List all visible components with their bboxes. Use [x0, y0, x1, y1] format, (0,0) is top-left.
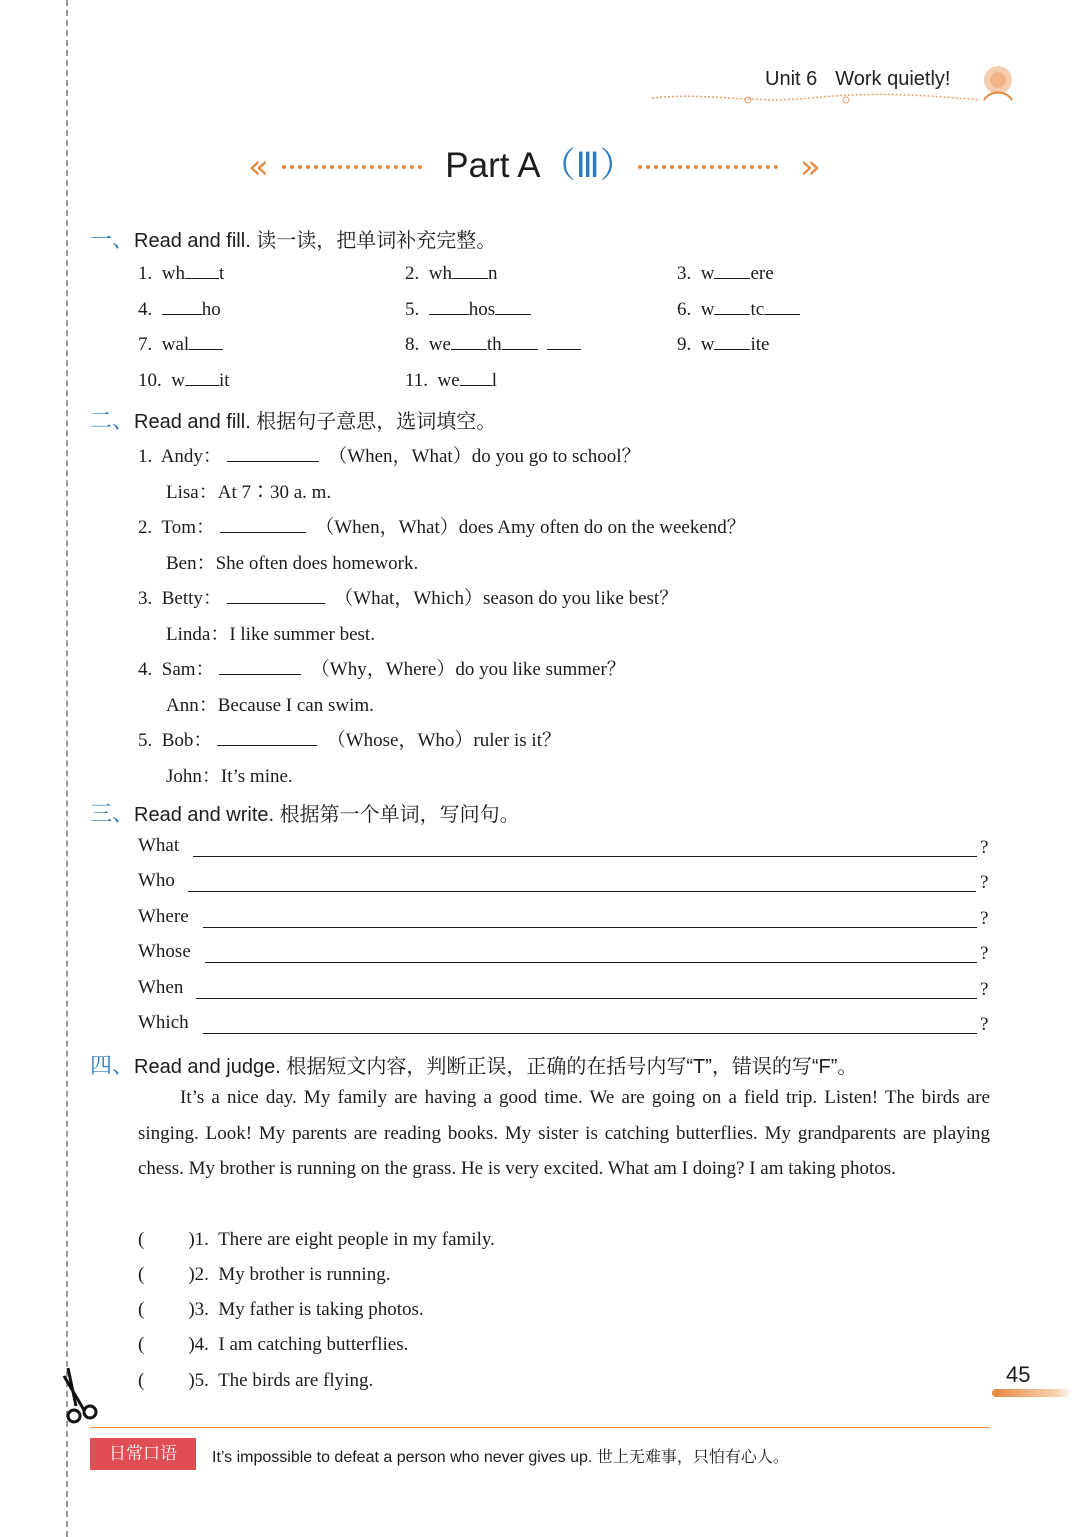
right-chevron-icon: » — [800, 147, 821, 187]
section-title: Read and fill. 读一读，把单词补充完整。 — [134, 230, 497, 252]
fill-item: 8. we th — [405, 331, 581, 356]
page-number-bar — [992, 1389, 1072, 1397]
writing-line[interactable] — [188, 891, 976, 892]
writing-line[interactable] — [203, 927, 977, 928]
fill-item: 2. wh n — [405, 260, 497, 285]
fill-item: 1. wh t — [138, 260, 224, 285]
page-number: 45 — [1006, 1362, 1031, 1387]
dialog-answer: Linda：I like summer best. — [166, 624, 375, 645]
question-mark: ? — [980, 837, 989, 858]
section-1-heading — [90, 223, 496, 254]
answer-blank[interactable] — [185, 260, 219, 279]
question-starter: Whose — [138, 941, 191, 962]
answer-blank[interactable] — [714, 296, 750, 315]
reading-passage: It’s a nice day. My family are having a good time. We are going on a field trip. Listen! The birds are singing. Look! My parents are reading books. My sister is catching butterflies. My grandparents are playing chess. My brother is running on the grass. He is very excited. What am I doing? I am taking photos. — [138, 1087, 990, 1179]
answer-paren[interactable]: ( — [138, 1229, 145, 1250]
part-roman: （Ⅲ） — [540, 146, 635, 185]
judge-item: ( )1. There are eight people in my family. — [138, 1229, 495, 1250]
header-ribbon — [650, 88, 990, 112]
answer-blank[interactable] — [227, 443, 319, 462]
footer-divider — [90, 1427, 990, 1428]
question-starter: Which — [138, 1012, 189, 1033]
judge-item: ( )5. The birds are flying. — [138, 1370, 374, 1391]
judge-item: ( )2. My brother is running. — [138, 1264, 391, 1285]
fill-item: 3. w ere — [677, 260, 774, 285]
question-mark: ? — [980, 943, 989, 964]
section-title: Read and judge. 根据短文内容，判断正误，正确的在括号内写“T”，错误的写“F”。 — [134, 1056, 858, 1078]
dialog-answer: Ben：She often does homework. — [166, 553, 419, 574]
section-3-heading — [90, 797, 520, 828]
question-starter: What — [138, 835, 180, 856]
writing-line[interactable] — [205, 962, 977, 963]
section-title: Read and fill. 根据句子意思，选词填空。 — [134, 411, 497, 433]
fill-item: 10. w it — [138, 367, 230, 392]
answer-blank[interactable] — [714, 331, 750, 350]
question-mark: ? — [980, 1014, 989, 1035]
question-starter: Where — [138, 906, 189, 927]
answer-blank[interactable] — [495, 296, 531, 315]
answer-blank[interactable] — [429, 296, 469, 315]
answer-blank[interactable] — [185, 367, 219, 386]
answer-blank[interactable] — [547, 331, 581, 350]
daily-phrase-text: It’s impossible to defeat a person who never gives up. 世上无难事，只怕有心人。 — [212, 1449, 789, 1466]
answer-blank[interactable] — [460, 367, 492, 386]
writing-line[interactable] — [193, 856, 977, 857]
question-mark: ? — [980, 908, 989, 929]
section-number: 一、 — [90, 227, 135, 252]
answer-blank[interactable] — [189, 331, 223, 350]
answer-paren[interactable]: ( — [138, 1370, 145, 1391]
dialog-question: 4. Sam： （Why，Where）do you like summer？ — [138, 654, 626, 681]
fill-item: 11. we l — [405, 367, 497, 392]
question-starter: Who — [138, 870, 175, 891]
answer-blank[interactable] — [220, 514, 306, 533]
judge-item: ( )4. I am catching butterflies. — [138, 1334, 409, 1355]
answer-blank[interactable] — [227, 585, 325, 604]
dialog-answer: John：It’s mine. — [166, 766, 293, 787]
dialog-answer: Ann：Because I can swim. — [166, 695, 374, 716]
answer-blank[interactable] — [452, 260, 488, 279]
fill-item: 7. wal — [138, 331, 223, 356]
answer-blank[interactable] — [219, 656, 301, 675]
part-title-text: Part A — [445, 146, 541, 185]
fill-item: 9. w ite — [677, 331, 769, 356]
dialog-question: 5. Bob： （Whose，Who）ruler is it？ — [138, 725, 561, 752]
question-mark: ? — [980, 872, 989, 893]
judge-item: ( )3. My father is taking photos. — [138, 1299, 424, 1320]
unit-title: Work quietly! — [835, 68, 951, 90]
question-mark: ? — [980, 979, 989, 1000]
writing-line[interactable] — [196, 998, 977, 999]
answer-paren[interactable]: ( — [138, 1264, 145, 1285]
answer-blank[interactable] — [162, 296, 202, 315]
dialog-question: 3. Betty： （What，Which）season do you like best？ — [138, 583, 678, 610]
daily-phrase-badge: 日常口语 — [90, 1438, 196, 1470]
section-4-heading — [90, 1049, 857, 1080]
unit-label: Unit 6 — [765, 68, 818, 90]
fill-item: 4. ho — [138, 296, 221, 321]
dialog-question: 1. Andy： （When，What）do you go to school？ — [138, 441, 641, 468]
section-number: 三、 — [90, 801, 135, 826]
answer-blank[interactable] — [451, 331, 487, 350]
title-dots-right — [638, 165, 778, 173]
dialog-question: 2. Tom： （When，What）does Amy often do on the weekend？ — [138, 512, 746, 539]
scissors-icon — [62, 1366, 102, 1428]
answer-paren[interactable]: ( — [138, 1334, 145, 1355]
cut-line — [66, 0, 68, 1537]
answer-blank[interactable] — [764, 296, 800, 315]
section-2-heading — [90, 404, 496, 435]
section-title: Read and write. 根据第一个单词，写问句。 — [134, 804, 520, 826]
fill-item: 5. hos — [405, 296, 531, 321]
answer-blank[interactable] — [714, 260, 750, 279]
answer-blank[interactable] — [502, 331, 538, 350]
question-starter: When — [138, 977, 184, 998]
flower-icon — [976, 60, 1020, 106]
answer-blank[interactable] — [217, 727, 317, 746]
left-chevron-icon: « — [248, 147, 269, 187]
writing-line[interactable] — [203, 1033, 977, 1034]
part-title — [0, 138, 1080, 188]
dialog-answer: Lisa：At 7∶30 a. m. — [166, 482, 332, 503]
fill-item: 6. w tc — [677, 296, 800, 321]
section-number: 四、 — [90, 1053, 135, 1078]
section-number: 二、 — [90, 408, 135, 433]
answer-paren[interactable]: ( — [138, 1299, 145, 1320]
